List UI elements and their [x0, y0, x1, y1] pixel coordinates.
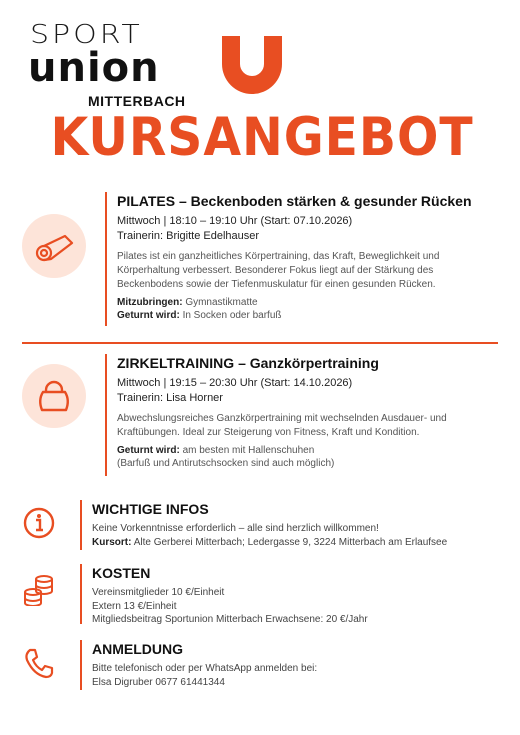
course-bring: Mitzubringen: Gymnastikmatte: [117, 297, 258, 308]
costs-line: Extern 13 €/Einheit: [92, 600, 177, 612]
phone-icon: [22, 646, 56, 680]
registration-line: Bitte telefonisch oder per WhatsApp anmelden bei:: [92, 663, 318, 674]
costs-line: Vereinsmitglieder 10 €/Einheit: [92, 587, 225, 598]
course-divider-line: [105, 192, 107, 326]
costs-section: [22, 564, 500, 628]
costs-title: KOSTEN: [92, 565, 151, 581]
course-trainer: Trainerin: Lisa Horner: [117, 392, 223, 404]
course-wear: Geturnt wird: am besten mit Hallenschuhen: [117, 445, 315, 456]
info-line: Keine Vorkenntnisse erforderlich – alle sind herzlich willkommen!: [92, 523, 379, 534]
logo-location-text: MITTERBACH: [88, 93, 186, 109]
course-pilates: [22, 192, 500, 332]
info-location: Kursort: Alte Gerberei Mitterbach; Ledergasse 9, 3224 Mitterbach am Erlaufsee: [92, 536, 448, 548]
course-wear: Geturnt wird: In Socken oder barfuß: [117, 310, 282, 321]
course-wear-note: (Barfuß und Antirutschsocken sind auch möglich): [117, 458, 335, 469]
kettlebell-icon: [22, 364, 86, 428]
registration-section: [22, 640, 500, 694]
page-title: KURSANGEBOT: [50, 107, 474, 168]
section-separator: [22, 342, 498, 344]
logo-u-mark-icon: [218, 34, 286, 96]
course-title: ZIRKELTRAINING – Ganzkörpertraining: [117, 355, 379, 371]
course-schedule: Mittwoch | 19:15 – 20:30 Uhr (Start: 14.10.2026): [117, 377, 353, 389]
logo-sport-text: SPORT: [30, 20, 143, 50]
info-icon: [22, 506, 56, 540]
course-zirkeltraining: [22, 354, 500, 484]
course-divider-line: [105, 354, 107, 476]
course-description: Abwechslungsreiches Ganzkörpertraining mit wechselnden Ausdauer- und Kraftübungen. Ideal zur Steigerung von Fitness, Kraft und Kondition.: [117, 413, 447, 438]
info-title: WICHTIGE INFOS: [92, 501, 209, 517]
course-schedule: Mittwoch | 18:10 – 19:10 Uhr (Start: 07.10.2026): [117, 215, 353, 227]
registration-contact: Elsa Digruber 0677 61441344: [92, 676, 225, 688]
registration-title: ANMELDUNG: [92, 641, 183, 657]
yoga-mat-icon: [22, 214, 86, 278]
course-trainer: Trainerin: Brigitte Edelhauser: [117, 230, 260, 242]
important-info-section: [22, 500, 500, 556]
section-divider-line: [80, 564, 82, 624]
section-divider-line: [80, 500, 82, 550]
logo-union-text: union: [28, 45, 160, 91]
section-divider-line: [80, 640, 82, 690]
course-title: PILATES – Beckenboden stärken & gesunder Rücken: [117, 193, 472, 209]
sportunion-logo: [28, 18, 268, 108]
coins-icon: [22, 572, 56, 606]
costs-line: Mitgliedsbeitrag Sportunion Mitterbach Erwachsene: 20 €/Jahr: [92, 614, 368, 625]
course-description: Pilates ist ein ganzheitliches Körpertraining, das Kraft, Beweglichkeit und Körperhaltung verbessert. Besonderer Fokus liegt auf der Stärkung des Beckenbodens sowie der Tiefenmuskulatur für einen gesunden Rücken.: [117, 251, 440, 290]
